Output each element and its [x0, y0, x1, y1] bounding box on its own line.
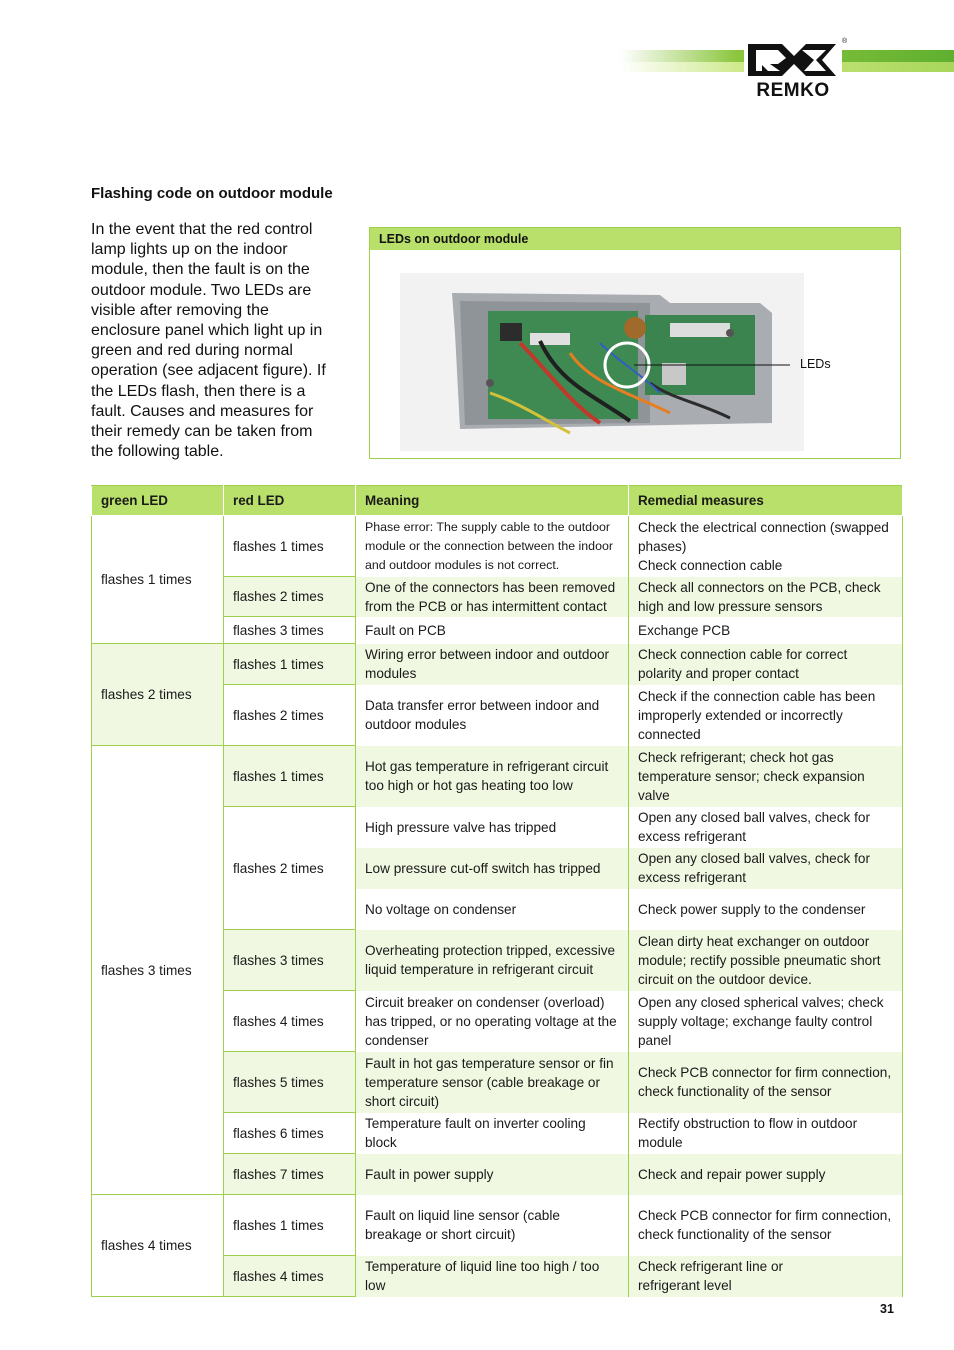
remedy-cell: Clean dirty heat exchanger on outdoor module; rectify possible pneumatic short circuit on the outdoor device. [629, 930, 903, 991]
red-led-cell: flashes 1 times [224, 644, 356, 685]
registered-mark: ® [842, 38, 848, 45]
meaning-cell: Fault on PCB [356, 617, 629, 644]
table-row [92, 644, 903, 685]
meaning-cell: No voltage on condenser [356, 889, 629, 930]
meaning-cell: Fault in power supply [356, 1154, 629, 1195]
meaning-cell: Overheating protection tripped, excessive liquid temperature in refrigerant circuit [356, 930, 629, 991]
meaning-cell: Low pressure cut-off switch has tripped [356, 848, 629, 889]
remedy-cell: Open any closed spherical valves; check supply voltage; exchange faulty control panel [629, 991, 903, 1052]
remedy-cell: Check refrigerant; check hot gas temperature sensor; check expansion valve [629, 746, 903, 807]
meaning-cell: Temperature of liquid line too high / too low [356, 1256, 629, 1297]
meaning-cell: Circuit breaker on condenser (overload) has tripped, or no operating voltage at the condenser [356, 991, 629, 1052]
green-led-cell: flashes 4 times [92, 1195, 224, 1297]
green-led-cell: flashes 3 times [92, 746, 224, 1195]
meaning-cell: One of the connectors has been removed from the PCB or has intermittent contact [356, 577, 629, 617]
remedy-cell: Open any closed ball valves, check for excess refrigerant [629, 807, 903, 848]
header-green-led: green LED [92, 486, 224, 516]
remedy-cell: Check if the connection cable has been improperly extended or incorrectly connected [629, 685, 903, 746]
figure-panel [369, 227, 901, 459]
meaning-cell: Fault on liquid line sensor (cable breakage or short circuit) [356, 1195, 629, 1256]
table-header-row [92, 486, 903, 516]
logo-wordmark: REMKO [756, 80, 830, 101]
remedy-cell: Check all connectors on the PCB, check high and low pressure sensors [629, 577, 903, 617]
meaning-cell: Data transfer error between indoor and outdoor modules [356, 685, 629, 746]
remedy-cell: Check PCB connector for firm connection, check functionality of the sensor [629, 1052, 903, 1113]
red-led-cell: flashes 2 times [224, 807, 356, 930]
remedy-cell: Check and repair power supply [629, 1154, 903, 1195]
remedy-cell: Exchange PCB [629, 617, 903, 644]
remedy-text: Check the electrical connection (swapped phases) Check connection cable [638, 519, 889, 573]
red-led-cell: flashes 1 times [224, 1195, 356, 1256]
remedy-cell [629, 516, 903, 577]
red-led-cell: flashes 1 times [224, 516, 356, 577]
header-meaning: Meaning [356, 486, 629, 516]
red-led-cell: flashes 3 times [224, 617, 356, 644]
remedy-cell: Check power supply to the condenser [629, 889, 903, 930]
remedy-cell: Check PCB connector for firm connection, check functionality of the sensor [629, 1195, 903, 1256]
green-led-cell: flashes 1 times [92, 516, 224, 644]
intro-paragraph: In the event that the red control lamp lights up on the indoor module, then the fault is on the outdoor module. Two LEDs are visible after removing the enclosure panel which light up in green and red during normal operation (see adjacent figure). If the LEDs flash, then there is a fault. Causes and measures for their remedy can be taken from the following table. [91, 221, 326, 461]
meaning-cell: Hot gas temperature in refrigerant circuit too high or hot gas heating too low [356, 746, 629, 807]
flash-code-table [91, 485, 903, 1297]
meaning-cell: Wiring error between indoor and outdoor modules [356, 644, 629, 685]
meaning-cell: Phase error: The supply cable to the outdoor module or the connection between the indoor and outdoor modules is not correct. [356, 516, 629, 577]
table-row [92, 516, 903, 577]
meaning-cell: Fault in hot gas temperature sensor or fin temperature sensor (cable breakage or short circuit) [356, 1052, 629, 1113]
red-led-cell: flashes 3 times [224, 930, 356, 991]
red-led-cell: flashes 6 times [224, 1113, 356, 1154]
header-remedial-measures: Remedial measures [629, 486, 903, 516]
remedy-cell: Open any closed ball valves, check for excess refrigerant [629, 848, 903, 889]
red-led-cell: flashes 7 times [224, 1154, 356, 1195]
page-number: 31 [880, 1302, 894, 1316]
section-title: Flashing code on outdoor module [91, 185, 333, 202]
table-row [92, 746, 903, 807]
remedy-cell: Rectify obstruction to flow in outdoor module [629, 1113, 903, 1154]
remedy-cell: Check connection cable for correct polarity and proper contact [629, 644, 903, 685]
header-red-led: red LED [224, 486, 356, 516]
red-led-cell: flashes 4 times [224, 991, 356, 1052]
remko-logo [744, 40, 842, 102]
meaning-cell: Temperature fault on inverter cooling block [356, 1113, 629, 1154]
outdoor-module-photo [400, 273, 804, 451]
red-led-cell: flashes 5 times [224, 1052, 356, 1113]
remedy-cell [629, 1256, 903, 1297]
meaning-cell: High pressure valve has tripped [356, 807, 629, 848]
red-led-cell: flashes 1 times [224, 746, 356, 807]
green-led-cell: flashes 2 times [92, 644, 224, 746]
red-led-cell: flashes 4 times [224, 1256, 356, 1297]
led-callout-label: LEDs [800, 357, 831, 371]
red-led-cell: flashes 2 times [224, 577, 356, 617]
red-led-cell: flashes 2 times [224, 685, 356, 746]
figure-caption: LEDs on outdoor module [370, 228, 900, 250]
remedy-text: Check refrigerant line or refrigerant level [638, 1259, 784, 1293]
table-row [92, 1195, 903, 1256]
